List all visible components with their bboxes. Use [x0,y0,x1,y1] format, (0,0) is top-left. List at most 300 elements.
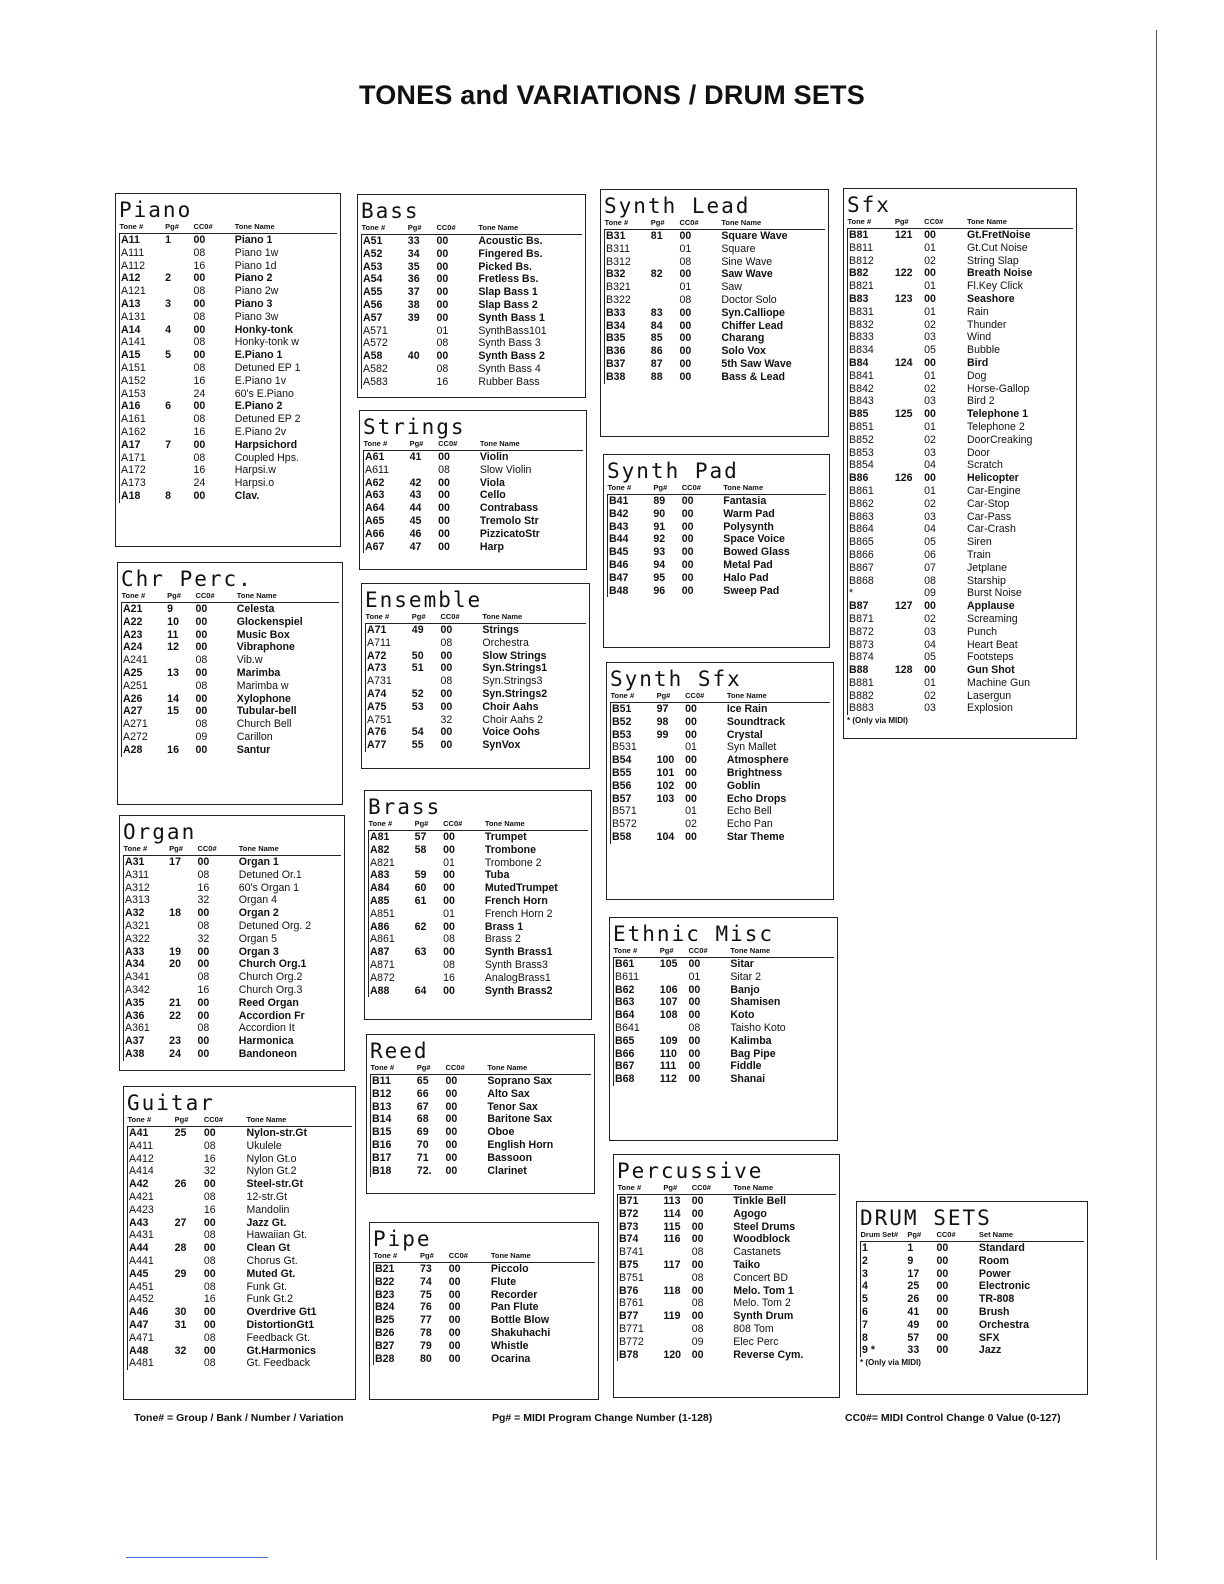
tone-name: Piano 1w [234,246,279,259]
tone-name: Taisho Koto [730,1021,786,1034]
cc0-value: 00 [443,984,455,997]
table-row [128,1153,353,1166]
program-number: 124 [894,356,913,369]
tone-number: B64 [614,1009,660,1022]
tone-name: Helicopter [967,472,1019,485]
cc0-value: 01 [924,676,936,689]
tone-number: A241 [122,654,168,667]
footer-tone-legend: Tone# = Group / Bank / Number / Variation [134,1412,344,1424]
program-number: 18 [169,907,181,920]
cc0-value: 03 [924,395,936,408]
tone-name: Saw [721,281,742,294]
tone-number: A47 [128,1319,175,1332]
tone-number: B82 [848,267,895,280]
table-row [364,451,584,464]
header-row [608,483,827,495]
cc0-value: 04 [924,523,936,536]
program-number [408,325,437,338]
program-number: 64 [414,984,427,997]
header-name: Tone Name [491,1251,595,1263]
tone-name: Honky-tonk [234,323,294,336]
program-number [895,280,924,293]
table-row [374,1353,596,1366]
tone-number: A52 [362,248,408,261]
program-number [895,383,924,396]
program-number: 12 [167,641,179,654]
table-row [374,1327,596,1340]
table-row [861,1268,1085,1281]
table-row [618,1336,837,1349]
table-row [364,528,584,541]
tone-number: A28 [122,744,168,757]
tone-number: A86 [369,921,415,934]
tone-name: Synth Bass 4 [478,362,541,375]
tone-name: Overdrive Gt1 [246,1306,317,1319]
table-row [848,434,1074,447]
program-number: 39 [407,311,420,324]
tone-number: A15 [120,349,166,362]
tone-name: Bubble [967,344,1000,357]
table-row [366,662,587,675]
cc0-value: 00 [679,357,692,370]
program-number [165,388,193,401]
cc0-value: 00 [445,1075,458,1087]
tone-name: Castanets [733,1246,781,1259]
tone-name: Warm Pad [723,507,775,520]
cc0-value: 00 [438,451,450,463]
table-row [120,464,338,477]
tone-number: 1 [861,1242,908,1255]
cc0-value: 00 [685,830,697,843]
tone-name: Horse-Gallop [967,382,1030,395]
tone-number: B834 [848,344,895,357]
tone-name: Slow Strings [482,649,547,662]
header-cc0: CC0# [195,591,236,603]
cc0-value: 00 [193,323,206,336]
tone-number: B45 [608,546,654,559]
tone-name: Shakuhachi [490,1326,551,1339]
tone-number: A12 [120,272,166,285]
group-pipe [369,1222,599,1400]
program-number [175,1293,204,1306]
program-number: 76 [420,1301,432,1314]
cc0-value: 05 [924,344,936,357]
program-number [895,613,924,626]
tone-name: Chorus Gt. [246,1254,298,1267]
tone-name: SynthBass101 [478,324,547,337]
cc0-value: 00 [681,558,694,571]
cc0-value: 00 [445,1087,458,1100]
tone-number: B26 [374,1327,421,1340]
program-number [165,477,193,490]
tone-number: A38 [124,1048,170,1061]
table-row [848,600,1074,613]
table-row [364,515,584,528]
cc0-value: 00 [197,996,210,1009]
tone-number: B11 [371,1075,417,1088]
tone-name: Reed Organ [238,996,299,1009]
cc0-value: 08 [193,310,206,323]
tone-number: B865 [848,536,895,549]
table-row [608,585,827,598]
tone-name: Brightness [726,766,783,779]
program-number: 78 [420,1326,432,1339]
table-row [122,705,340,718]
tone-name: Electronic [978,1280,1031,1293]
table-row [124,933,342,946]
cc0-value: 00 [195,705,208,718]
cc0-value: 02 [924,382,936,395]
tone-number: A431 [128,1229,175,1242]
cc0-value: 24 [193,477,206,490]
table-row [848,370,1074,383]
cc0-value: 00 [688,1047,701,1060]
program-number: 65 [416,1075,429,1087]
table-row [369,844,589,857]
tone-number: A18 [120,490,166,503]
tone-name: Contrabass [479,502,539,515]
program-number [169,894,197,907]
program-number: 47 [409,540,422,553]
cc0-value: 00 [691,1258,704,1271]
cc0-value: 01 [679,281,692,294]
table-row [120,285,338,298]
tone-name: Syn Mallet [726,741,777,754]
group-title: Ensemble [365,588,483,612]
program-number: 5 [165,349,172,362]
table-row [371,1075,592,1088]
tone-name: Square [721,242,756,255]
tone-name: Syn.Strings1 [482,662,548,675]
cc0-value: 00 [203,1127,216,1139]
header-pg: Pg# [417,1063,446,1075]
program-number [175,1357,204,1370]
header-name: Tone Name [239,844,341,856]
cc0-value: 00 [936,1254,949,1267]
program-number [895,255,924,268]
header-tone: Tone # [369,819,415,831]
cc0-value: 08 [443,933,455,946]
tone-name: Cello [479,489,506,502]
tone-number: A55 [362,286,408,299]
tone-name: TR-808 [978,1293,1015,1306]
program-number: 41 [907,1305,920,1318]
cc0-value: 00 [445,1164,458,1177]
program-number: 16 [167,743,179,756]
table-row [362,350,583,363]
tone-number: B12 [371,1088,417,1101]
program-number: 45 [409,514,422,527]
header-tone: Tone # [608,483,654,495]
table-row [128,1268,353,1281]
cc0-value: 00 [443,894,455,907]
program-number [415,933,444,946]
tone-name: Music Box [236,628,290,641]
program-number [175,1191,204,1204]
tone-number: A872 [369,972,415,985]
table-row [128,1293,353,1306]
cc0-value: 00 [691,1207,704,1220]
header-cc0: CC0# [685,691,727,703]
cc0-value: 00 [936,1318,949,1331]
tone-name: Synth Bass 2 [478,350,545,363]
program-number [895,639,924,652]
tone-name: Organ 2 [238,907,279,920]
header-name: Tone Name [235,222,337,234]
cc0-value: 00 [193,438,206,451]
program-number: 7 [165,438,172,451]
header-pg: Pg# [653,483,681,495]
header-cc0: CC0# [682,483,724,495]
cc0-value: 00 [436,286,449,299]
tone-name: Power [978,1267,1011,1280]
tone-number: A88 [369,985,415,998]
table-row [618,1323,837,1336]
tone-number: B65 [614,1035,660,1048]
header-tone: Tone # [362,223,408,235]
tone-number: A451 [128,1281,175,1294]
program-number: 115 [663,1220,681,1233]
table-row [374,1276,596,1289]
tone-name: Syn.Strings2 [482,687,548,700]
tone-number: B321 [605,281,651,294]
tone-name: Recorder [490,1288,538,1301]
tone-number: A43 [128,1217,175,1230]
program-number: 13 [167,666,179,679]
tone-number: B33 [605,307,651,320]
program-number: 105 [659,958,678,970]
tone-name: Clean Gt [246,1242,291,1255]
cc0-value: 01 [436,324,449,337]
cc0-value: 03 [924,510,936,523]
program-number: 4 [165,323,172,336]
table-row [608,495,827,508]
header-name: Tone Name [478,223,582,235]
cc0-value: 08 [203,1139,216,1152]
program-number: 42 [409,476,422,489]
header-row [369,819,589,831]
tone-name: Detuned Org. 2 [238,919,312,932]
table-row [120,413,338,426]
program-number: 33 [907,1344,920,1357]
group-title: DRUM SETS [860,1206,992,1230]
header-row [122,591,340,603]
table-row [124,1022,342,1035]
group-bass [357,194,586,398]
table-row [128,1357,353,1370]
tone-number: A111 [120,247,166,260]
program-number: 70 [416,1138,429,1151]
tone-name: Koto [730,1009,755,1022]
program-number: 11 [167,628,179,641]
cc0-value: 00 [440,726,453,739]
program-number: 80 [420,1352,432,1365]
tone-number: A14 [120,324,166,337]
tone-number: A172 [120,464,166,477]
tone-number: B61 [614,958,660,971]
program-number [175,1204,204,1217]
tone-number: A441 [128,1255,175,1268]
tone-name: Standard [978,1242,1025,1254]
tone-number: B88 [848,664,895,677]
header-name: Tone Name [246,1115,352,1127]
table-row [848,651,1074,664]
tone-name: Crystal [726,728,763,741]
program-number: 43 [409,489,422,502]
tone-number: A161 [120,413,166,426]
tone-number: B853 [848,447,895,460]
cc0-value: 02 [924,497,936,510]
program-number: 96 [653,584,666,597]
tone-name: Car-Crash [967,523,1016,536]
cc0-value: 08 [193,285,206,298]
program-number: 95 [653,571,666,584]
tone-number: A313 [124,894,170,907]
cc0-value: 01 [924,280,936,293]
tone-number: B44 [608,533,654,546]
cc0-value: 00 [936,1331,949,1344]
table-row [366,675,587,688]
tone-table [121,591,339,757]
tone-number: B741 [618,1246,664,1259]
tone-name: Punch [967,625,998,638]
tone-number: B862 [848,498,895,511]
tone-name: Oboe [487,1126,515,1139]
cc0-value: 00 [924,356,936,369]
table-row [605,358,826,371]
tone-number: A64 [364,502,410,515]
table-row [848,447,1074,460]
cc0-value: 00 [197,1035,210,1048]
cc0-value: 00 [195,743,208,756]
tone-name: Charang [721,332,765,345]
header-row [374,1251,596,1263]
cc0-value: 00 [924,472,936,485]
table-row [128,1204,353,1217]
tone-number: A46 [128,1306,175,1319]
table-row [124,984,342,997]
program-number: 71 [416,1151,429,1164]
table-row [608,508,827,521]
table-row [848,523,1074,536]
cc0-value: 00 [195,692,208,705]
tone-name: Synth Brass3 [484,958,548,971]
program-number: 117 [663,1258,681,1271]
cc0-value: 00 [195,641,208,654]
cc0-value: 00 [448,1301,461,1314]
tone-number: B312 [605,256,651,269]
tone-number: A81 [369,831,415,844]
table-row [366,726,587,739]
cc0-value: 08 [203,1280,216,1293]
tone-name: Soprano Sax [487,1075,553,1087]
tone-number: A751 [366,714,412,727]
table-row [611,793,831,806]
tone-name: Piccolo [490,1263,529,1275]
cc0-value: 01 [688,970,701,983]
footnote: * (Only via MIDI) [860,1358,921,1368]
header-row [124,844,342,856]
program-number [895,434,924,447]
tone-number: B63 [614,996,660,1009]
tone-number: B842 [848,383,895,396]
cc0-value: 00 [936,1293,949,1306]
tone-name: Train [967,548,991,561]
table-row [364,477,584,490]
program-number: 31 [174,1318,187,1331]
tone-name: Heart Beat [967,638,1018,651]
cc0-value: 00 [203,1306,216,1319]
group-title: Synth Sfx [610,667,742,691]
table-row [371,1088,592,1101]
tone-name: Space Voice [723,533,785,546]
tone-name: Goblin [726,779,761,792]
program-number: 118 [663,1284,681,1297]
cc0-value: 00 [924,267,936,280]
table-row [614,1048,835,1061]
footer-pg-legend: Pg# = MIDI Program Change Number (1-128) [492,1412,713,1424]
cc0-value: 32 [197,894,210,907]
program-number: 69 [416,1126,429,1139]
tone-number: B25 [374,1314,421,1327]
group-piano [115,193,341,547]
table-row [369,946,589,959]
cc0-value: 16 [436,375,449,388]
cc0-value: 00 [685,715,697,728]
cc0-value: 01 [443,856,455,869]
tone-name: Bag Pipe [730,1047,776,1060]
tone-name: Gt.FretNoise [967,229,1031,241]
cc0-value: 08 [195,718,208,731]
tone-table [368,819,588,997]
tone-name: Brass 1 [484,920,524,933]
tone-number: A582 [362,363,408,376]
cc0-value: 08 [203,1357,216,1370]
tone-number: A72 [366,650,412,663]
program-number [167,654,195,667]
tone-name: Syn.Strings3 [482,675,543,688]
table-row [366,637,587,650]
cc0-value: 00 [681,507,694,520]
table-row [861,1242,1085,1255]
table-row [374,1314,596,1327]
header-cc0: CC0# [197,844,238,856]
program-number [415,857,444,870]
tone-number: A322 [124,933,170,946]
table-row [848,511,1074,524]
tone-number: B873 [848,639,895,652]
program-number [663,1323,691,1336]
tone-name: Detuned EP 2 [234,413,301,426]
program-number: 106 [659,983,678,996]
cc0-value: 00 [691,1284,704,1297]
tone-name: Bottle Blow [490,1314,550,1327]
table-row [366,739,587,752]
tone-number: A41 [128,1127,175,1140]
program-number [408,376,437,389]
tone-number: B854 [848,459,895,472]
program-number [165,452,193,465]
cc0-value: 08 [688,1021,701,1034]
program-number [651,243,680,256]
program-number: 29 [174,1267,187,1280]
program-number: 77 [420,1314,432,1327]
table-row [848,319,1074,332]
table-row [364,541,584,554]
tone-name: Accordion Fr [238,1009,305,1022]
program-number: 57 [414,831,427,843]
tone-number: A36 [124,1010,170,1023]
